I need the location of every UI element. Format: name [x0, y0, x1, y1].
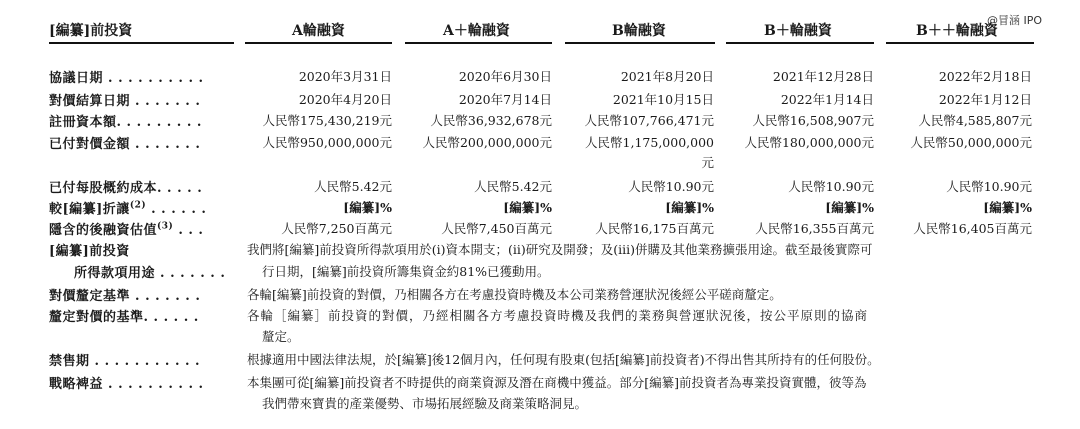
row-label-use-of-proceeds: [編纂]前投資: [49, 244, 130, 259]
cell: 2020年3月31日: [298, 69, 392, 84]
cell: 人民幣4,585,807元: [918, 113, 1032, 128]
cell-overflow: 元: [701, 155, 714, 170]
header-rule: [245, 42, 392, 44]
header-rule: [405, 42, 552, 44]
cell: 2022年1月14日: [780, 92, 874, 107]
cell: 人民幣5.42元: [314, 179, 392, 194]
cell: 2020年6月30日: [458, 69, 552, 84]
cell: 人民幣180,000,000元: [744, 135, 874, 150]
cell: 人民幣16,508,907元: [752, 113, 874, 128]
row-label-discount: [49, 198, 206, 217]
leader-dots: . . .: [178, 223, 204, 238]
row-label-use-of-proceeds-2: 所得款項用途 . . . . . . .: [74, 266, 226, 281]
leader-dots: . . . . . .: [151, 202, 207, 217]
discount-label-text: 較[編纂]折讓: [49, 202, 130, 217]
header-round-a-plus: A＋輪融資: [443, 23, 510, 39]
cell: 人民幣5.42元: [474, 179, 552, 194]
cell: 2021年8月20日: [620, 69, 714, 84]
row-label-pricing-basis: 對價釐定基準 . . . . . . .: [49, 289, 201, 304]
header-round-b-plus: B＋輪融資: [764, 23, 832, 39]
pricing-basis-2-text: 釐定。: [262, 329, 300, 344]
cell: [編纂]%: [503, 200, 552, 215]
cell: 人民幣200,000,000元: [422, 135, 552, 150]
header-pre-investment: [編纂]前投資: [49, 23, 133, 39]
cell: 人民幣175,430,219元: [262, 113, 392, 128]
cell: 人民幣36,932,678元: [430, 113, 552, 128]
header-round-a: A輪融資: [292, 23, 345, 39]
pricing-basis-text: 各輪[編纂]前投資的對價，乃相關各方在考慮投資時機及本公司業務營運狀況後經公平磋商釐定。: [247, 287, 782, 302]
header-rule: [886, 42, 1034, 44]
cell: 人民幣107,766,471元: [584, 113, 714, 128]
strategic-text: 本集團可從[編纂]前投資者不時提供的商業資源及潛在商機中獲益。部分[編纂]前投資者為專業投資實體，彼等為: [247, 375, 867, 390]
cell: [編纂]%: [825, 200, 874, 215]
cell: [編纂]%: [665, 200, 714, 215]
pricing-basis-2-text: 各輪［編纂］前投資的對價，乃經相關各方考慮投資時機及我們的業務與營運狀況後，按公平原則的協商: [247, 308, 869, 323]
cell: 人民幣50,000,000元: [910, 135, 1032, 150]
row-label-strategic: 戰略裨益 . . . . . . . . . .: [49, 377, 204, 392]
header-round-b-plus-plus: B＋＋輪融資: [916, 23, 998, 39]
row-label-pricing-basis-2: 釐定對價的基準. . . . . .: [49, 310, 199, 325]
use-of-proceeds-text: 行日期，[編纂]前投資所籌集資金約81%已獲動用。: [262, 264, 550, 279]
cell: 2022年2月18日: [938, 69, 1032, 84]
cell: 人民幣16,355百萬元: [755, 221, 874, 236]
cell: 人民幣16,405百萬元: [913, 221, 1032, 236]
cell: 人民幣7,450百萬元: [441, 221, 552, 236]
strategic-text: 我們帶來寶貴的產業優勢、市場拓展經驗及商業策略洞見。: [262, 396, 588, 411]
footnote-2: (2): [129, 200, 147, 211]
header-round-b: B輪融資: [612, 23, 666, 39]
cell: 2022年1月12日: [938, 92, 1032, 107]
cell: 2021年12月28日: [772, 69, 874, 84]
use-of-proceeds-text: 我們將[編纂]前投資所得款項用於(i)資本開支；(ii)研究及開發；及(iii)併購及其他業務擴張用途。截至最後實際可: [247, 242, 873, 257]
cell: 人民幣7,250百萬元: [281, 221, 392, 236]
cell: [編纂]%: [343, 200, 392, 215]
cell: 2021年10月15日: [612, 92, 714, 107]
row-label-agreement-date: 協議日期 . . . . . . . . . .: [49, 71, 204, 86]
cell: 人民幣10.90元: [628, 179, 714, 194]
cell: 人民幣10.90元: [788, 179, 874, 194]
valuation-label-text: 隱含的後融資估值: [49, 223, 158, 238]
row-label-lockup: 禁售期 . . . . . . . . . . .: [49, 354, 201, 369]
cell: 2020年7月14日: [458, 92, 552, 107]
cell: 2020年4月20日: [298, 92, 392, 107]
lockup-text: 根據適用中國法律法規，於[編纂]後12個月內，任何現有股東(包括[編纂]前投資者)不得出售其所持有的任何股份。: [247, 352, 880, 367]
footnote-3: (3): [157, 221, 174, 232]
watermark: @冒涵 IPO: [986, 14, 1042, 27]
row-label-valuation: [49, 219, 203, 238]
cell: [編纂]%: [983, 200, 1032, 215]
header-rule: [565, 42, 715, 44]
cell: 人民幣10.90元: [946, 179, 1032, 194]
header-rule: [49, 42, 234, 44]
row-label-settlement-date: 對價結算日期 . . . . . . .: [49, 94, 201, 109]
row-label-registered-capital: 註冊資本額. . . . . . . . .: [49, 115, 202, 130]
header-rule: [726, 42, 874, 44]
cell: 人民幣1,175,000,000: [585, 135, 714, 150]
row-label-consideration-paid: 已付對價金額 . . . . . . .: [49, 137, 201, 152]
cell: 人民幣950,000,000元: [262, 135, 392, 150]
cell: 人民幣16,175百萬元: [595, 221, 714, 236]
row-label-cost-per-share: 已付每股概約成本. . . . .: [49, 181, 203, 196]
